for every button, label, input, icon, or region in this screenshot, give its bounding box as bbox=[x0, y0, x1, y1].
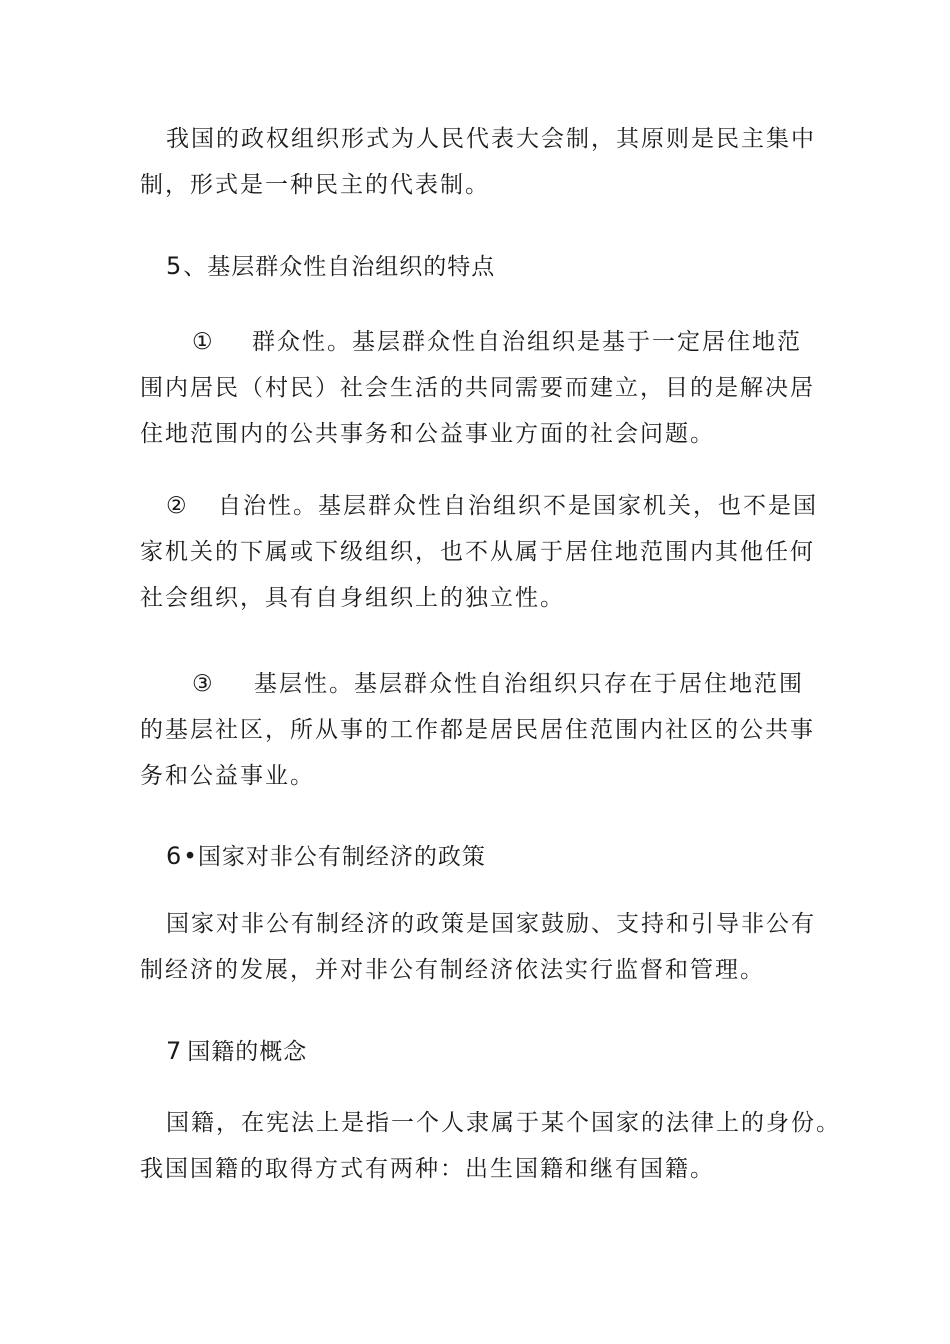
list-item-autonomy bbox=[140, 483, 840, 621]
heading-number: 6 bbox=[166, 842, 182, 870]
paragraph-line: 我国的政权组织形式为人民代表大会制，其原则是民主集中 bbox=[166, 126, 816, 152]
list-item-text: 群众性。基层群众性自治组织是基于一定居住地范 bbox=[252, 329, 802, 355]
paragraph-line: 住地范围内的公共事务和公益事业方面的社会问题。 bbox=[140, 421, 715, 447]
paragraph-line: 国籍，在宪法上是指一个人隶属于某个国家的法律上的身份。 bbox=[166, 1110, 841, 1136]
list-item-first-line bbox=[140, 661, 840, 707]
paragraph-line: 的基层社区，所从事的工作都是居民居住范围内社区的公共事 bbox=[140, 717, 815, 743]
heading-text: 国籍的概念 bbox=[187, 1039, 308, 1065]
heading-number: 7 bbox=[166, 1037, 182, 1065]
paragraph-line: 制，形式是一种民主的代表制。 bbox=[140, 172, 490, 198]
paragraph-line: 围内居民（村民）社会生活的共同需要而建立，目的是解决居 bbox=[140, 375, 815, 401]
heading-text: •国家对非公有制经济的政策 bbox=[183, 844, 486, 870]
list-item-mass-nature bbox=[140, 319, 840, 457]
paragraph-line: 国家对非公有制经济的政策是国家鼓励、支持和引导非公有 bbox=[166, 911, 816, 937]
paragraph-nationality bbox=[140, 1100, 860, 1192]
circled-number-1: ① bbox=[192, 329, 215, 355]
heading-text: 、基层群众性自治组织的特点 bbox=[183, 254, 496, 280]
section-heading-6 bbox=[166, 833, 486, 880]
list-item-first-line bbox=[140, 319, 840, 365]
paragraph-line: 家机关的下属或下级组织，也不从属于居住地范围内其他任何 bbox=[140, 539, 815, 565]
paragraph-line: 制经济的发展，并对非公有制经济依法实行监督和管理。 bbox=[140, 957, 765, 983]
section-heading-5 bbox=[166, 243, 495, 290]
list-item-text: 自治性。基层群众性自治组织不是国家机关，也不是国 bbox=[218, 493, 818, 519]
paragraph-line: 社会组织，具有自身组织上的独立性。 bbox=[140, 585, 565, 611]
paragraph-non-public-economy bbox=[140, 901, 840, 993]
list-item-first-line bbox=[140, 483, 840, 529]
heading-number: 5 bbox=[166, 252, 182, 280]
list-item-grassroots bbox=[140, 661, 840, 799]
circled-number-3: ③ bbox=[192, 671, 215, 697]
circled-number-2: ② bbox=[166, 493, 189, 519]
paragraph-line: 我国国籍的取得方式有两种：出生国籍和继有国籍。 bbox=[140, 1156, 715, 1182]
paragraph-government-form bbox=[140, 116, 840, 208]
section-heading-7 bbox=[166, 1028, 307, 1075]
list-item-text: 基层性。基层群众性自治组织只存在于居住地范围 bbox=[254, 671, 804, 697]
paragraph-line: 务和公益事业。 bbox=[140, 763, 315, 789]
